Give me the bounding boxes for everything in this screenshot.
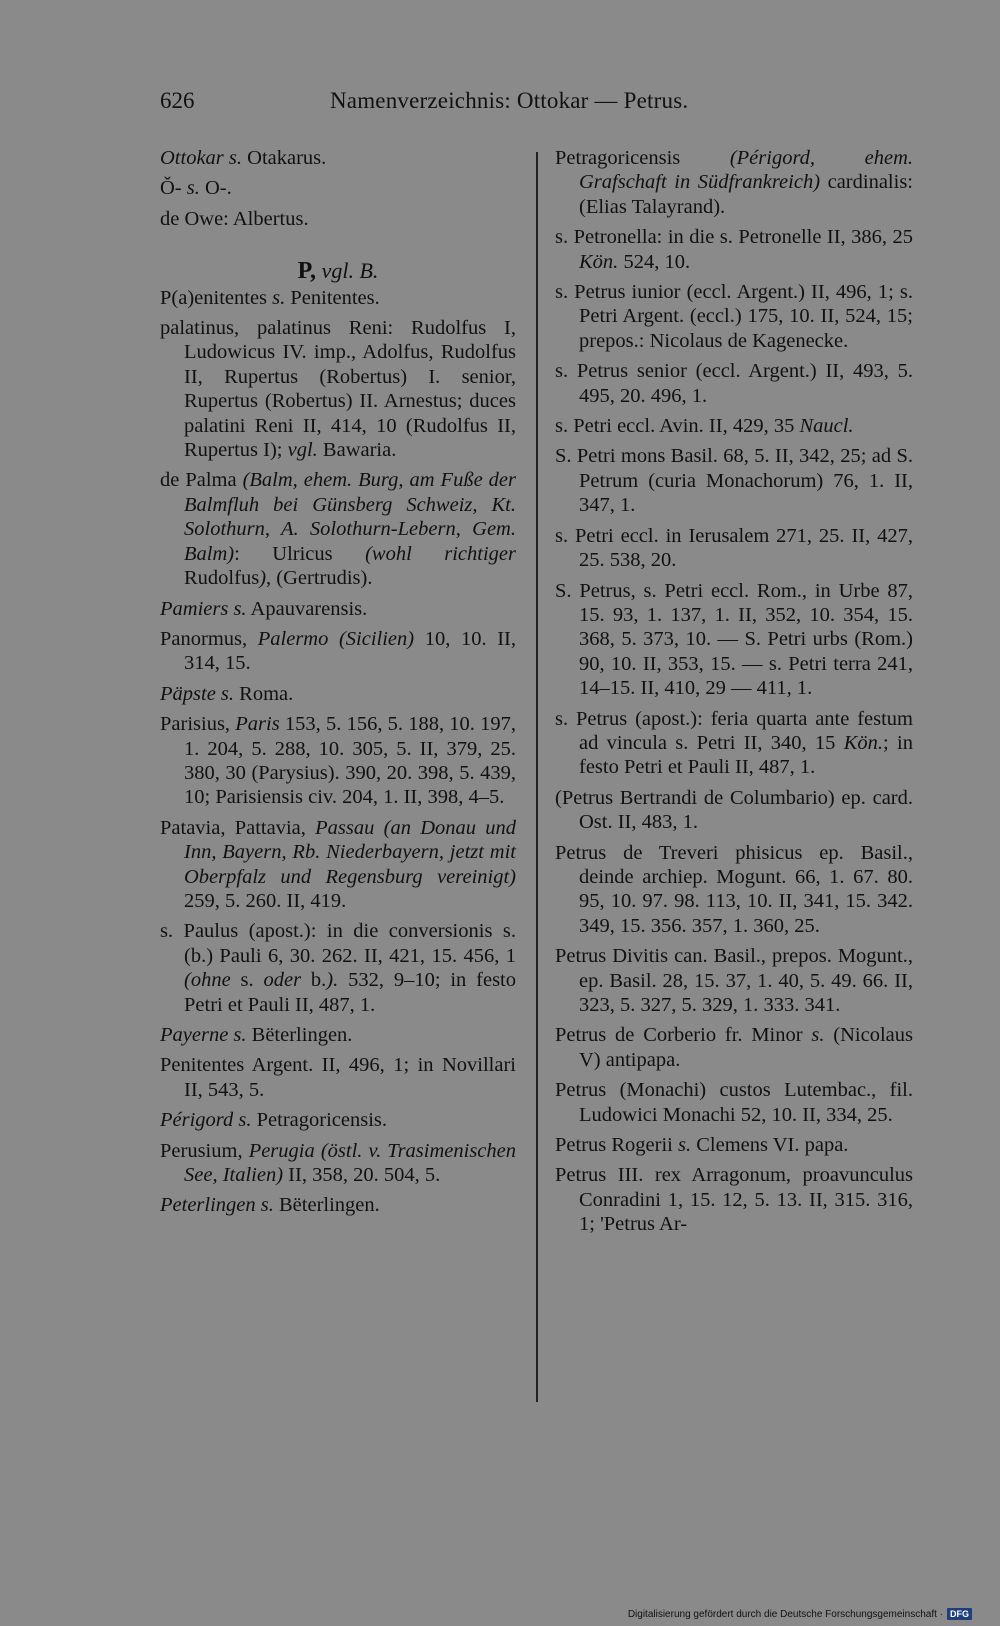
entry-text: Ottokar (160, 147, 224, 169)
entry-text: Clemens VI. papa. (691, 1134, 849, 1157)
entry-text: (wohl richtiger (365, 542, 516, 565)
index-entry (555, 786, 913, 835)
entry-text: Parisius, (160, 713, 236, 736)
entry-text: 153, 5. 156, 5. 188, 10. 197, 1. 204, 5. 288, 10. 305, 5. II, 379, 25. 380, 30 (Parysius). 390, 20. 398, 5. 439, 10; Parisiensis civ. 204, 1. II, 398, 4–5. (184, 713, 516, 809)
entry-text: Päpste s. (160, 682, 235, 705)
running-title: Namenverzeichnis: Ottokar — Petrus. (330, 88, 689, 113)
entry-text: Kön. (843, 731, 884, 754)
index-entry (555, 841, 913, 939)
entry-text: Patavia, Pattavia, (160, 816, 316, 839)
entry-text: (Petrus Bertrandi de Columbario) ep. card. Ost. II, 483, 1. (555, 786, 913, 834)
index-entry (160, 146, 516, 170)
index-entry (160, 1108, 516, 1132)
index-entry (160, 712, 516, 810)
section-heading-p (160, 259, 516, 283)
index-entry (160, 207, 516, 231)
index-entry (555, 1023, 913, 1072)
index-entry (160, 1023, 516, 1047)
entry-text: Otakarus. (247, 147, 327, 169)
entry-text: Penitentes Argent. II, 496, 1; in Novillari II, 543, 5. (160, 1054, 516, 1101)
entry-text: Petrus (Monachi) custos Lutembac., fil. Ludowici Monachi 52, 10. II, 334, 25. (555, 1079, 913, 1126)
left-column (160, 146, 516, 1224)
entry-text: Petrus III. rex Arragonum, proavunculus Conradini 1, 15. 12, 5. 13. II, 315. 316, 1; 'Petrus Ar- (555, 1164, 913, 1236)
index-entry (160, 1139, 516, 1188)
entry-text: s. Petrus senior (eccl. Argent.) II, 493, 5. 495, 20. 496, 1. (555, 360, 913, 407)
entry-text: Petrus Divitis can. Basil., prepos. Mogunt., ep. Basil. 28, 15. 37, 1. 40, 5. 49. 66. II, 323, 5. 327, 5. 329, 1. 333. 341. (555, 945, 913, 1016)
entry-text: Perusium, (160, 1139, 249, 1162)
entry-text: s. (223, 147, 248, 169)
entry-text: Palermo (Sicilien) (257, 627, 415, 650)
entry-text: ; in festo Petri et Pauli II, 487, 1. (579, 731, 913, 779)
footer-credit: Digitalisierung gefördert durch die Deutsche Forschungsgemeinschaft · (627, 1608, 943, 1620)
index-entry (555, 414, 913, 438)
column-divider (536, 152, 538, 1402)
index-entry (555, 146, 913, 219)
index-entry (555, 579, 913, 701)
index-entry (160, 176, 516, 200)
index-entry (555, 1133, 913, 1157)
entry-text: , (Gertrudis). (266, 567, 373, 590)
entry-text: Périgord s. (160, 1109, 252, 1132)
index-entry (555, 280, 913, 353)
entry-text: ). (326, 969, 339, 992)
index-entry (555, 707, 913, 780)
entry-text: Rudolfus (184, 567, 260, 590)
entry-text: II, 358, 20. 504, 5. (283, 1164, 441, 1187)
page-header (0, 88, 1000, 118)
index-entry (160, 627, 516, 676)
entry-text: 524, 10. (618, 250, 691, 273)
dfg-logo: DFG (947, 1608, 972, 1620)
entry-text: S. Petri mons Basil. 68, 5. II, 342, 25; ad S. Petrum (curia Monachorum) 76, 1. II, 347, 1. (555, 445, 913, 517)
entry-text: s. (230, 969, 264, 992)
index-entry (555, 225, 913, 274)
entry-text: s. Petrus iunior (eccl. Argent.) II, 496, 1; s. Petri Argent. (eccl.) 175, 10. II, 524, 15; prepos.: Nicolaus de Kagenecke. (555, 281, 913, 352)
entry-text: Naucl. (799, 415, 854, 438)
entry-text: Penitentes. (285, 286, 380, 309)
entry-text: Perugia (östl. v. Trasimenischen See, Italien) (184, 1139, 517, 1187)
index-entry (555, 524, 913, 573)
entry-text: 10, 10. II, 314, 15. (184, 627, 517, 675)
section-cross-reference: vgl. B. (316, 258, 379, 284)
index-entry (160, 816, 516, 914)
entry-text: Apauvarensis. (246, 597, 368, 620)
entry-text: : Ulricus (234, 542, 366, 565)
entry-text: O-. (199, 177, 232, 200)
index-entry (160, 1053, 516, 1102)
index-entry (555, 1078, 913, 1127)
index-entry (160, 1193, 516, 1217)
entry-text: Peterlingen s. (160, 1194, 274, 1217)
entry-text: Petrus de Corberio fr. Minor (555, 1024, 812, 1047)
entry-text: b. (301, 969, 327, 992)
entry-text: Petragoricensis. (251, 1109, 387, 1132)
index-entry (160, 919, 516, 1017)
entry-text: Kön. (579, 250, 619, 273)
entry-text: Petrus de Treveri phisicus ep. Basil., deinde archiep. Mogunt. 66, 1. 67. 80. 95, 10. 97. 98. 113, 10. II, 341, 15. 342. 349, 15. 356. 357, 1. 360, 25. (555, 841, 913, 937)
right-column (555, 146, 913, 1243)
page-footer (628, 1608, 972, 1620)
entry-text: Roma. (234, 682, 294, 705)
entry-text: s. (811, 1024, 825, 1047)
entry-text: s. Petri eccl. in Ierusalem 271, 25. II, 427, 25. 538, 20. (555, 524, 913, 572)
entry-text: Bëterlingen. (273, 1194, 380, 1217)
entry-text: s. (186, 177, 200, 200)
entry-text: Bawaria. (317, 439, 397, 462)
entry-text: s. Petri eccl. Avin. II, 429, 35 (555, 415, 800, 438)
entry-text: Petrus Rogerii (555, 1134, 678, 1157)
index-entry (160, 597, 516, 621)
entry-text: Bëterlingen. (246, 1024, 353, 1046)
entry-text: s. Petrus (apost.): feria quarta ante festum ad vincula s. Petri II, 340, 15 (555, 707, 913, 754)
entry-text: Paris (235, 713, 280, 736)
entry-text: oder (263, 969, 302, 992)
entry-text: s. (678, 1134, 692, 1157)
entry-text: Payerne s. (160, 1024, 247, 1046)
entry-text: Ǒ- (160, 177, 187, 200)
page-number: 626 (160, 88, 195, 113)
entry-text: s. (272, 286, 286, 309)
index-entry (160, 468, 516, 590)
entry-text: s. Paulus (apost.): in die conversionis s. (b.) Pauli 6, 30. 262. II, 421, 15. 456, 1 (160, 920, 516, 967)
index-entry (555, 1163, 913, 1236)
entry-text: Pamiers s. (160, 597, 247, 620)
index-entry (555, 944, 913, 1017)
entry-text: (Périgord, ehem. Grafschaft in Südfrankreich) (579, 147, 913, 194)
index-entry (160, 682, 516, 706)
entry-text: S. Petrus, s. Petri eccl. Rom., in Urbe 87, 15. 93, 1. 137, 1. II, 352, 10. 354, 15. 368, 5. 373, 10. — S. Petri urbs (Rom.) 90, 10. II, 353, 15. — s. Petri terra 241, 14–15. II, 410, 29 — 411, 1. (555, 579, 913, 700)
index-entry (160, 286, 516, 310)
entry-text: 532, 9–10; in festo Petri et Pauli II, 487, 1. (184, 969, 516, 1016)
entry-text: P(a)enitentes (160, 286, 273, 309)
entry-text: Panormus, (160, 627, 258, 650)
entry-text: (Balm, ehem. Burg, am Fuße der Balmfluh bei Günsberg Schweiz, Kt. Solothurn, A. Solothurn-Lebern, Gem. Balm) (184, 469, 517, 565)
index-entry (555, 444, 913, 517)
entry-text: de Owe: Albertus. (160, 207, 309, 230)
entry-text: (ohne (184, 969, 231, 992)
entry-text: Petragoricensis (555, 147, 730, 169)
entry-text: 259, 5. 260. II, 419. (184, 889, 347, 912)
entry-text: (Nicolaus V) antipapa. (579, 1024, 913, 1071)
section-letter: P, (297, 258, 317, 285)
index-entry (160, 316, 516, 462)
index-entry (555, 359, 913, 408)
entry-text: s. Petronella: in die s. Petronelle II, 386, 25 (555, 226, 913, 249)
entry-text: Passau (an Donau und Inn, Bayern, Rb. Niederbayern, jetzt mit Oberpfalz und Regensburg vereinigt) (184, 816, 517, 888)
entry-text: vgl. (287, 439, 318, 462)
entry-text: ) (259, 567, 267, 590)
entry-text: cardinalis: (Elias Talayrand). (579, 171, 913, 218)
entry-text: de Palma (160, 469, 243, 492)
entry-text: palatinus, palatinus Reni: Rudolfus I, Ludowicus IV. imp., Adolfus, Rudolfus II, Rupertus (Robertus) I. senior, Rupertus (Robertus) II. Arnestus; duces palatini Reni II, 414, 10 (Rudolfus II, Rupertus I); (160, 317, 516, 462)
